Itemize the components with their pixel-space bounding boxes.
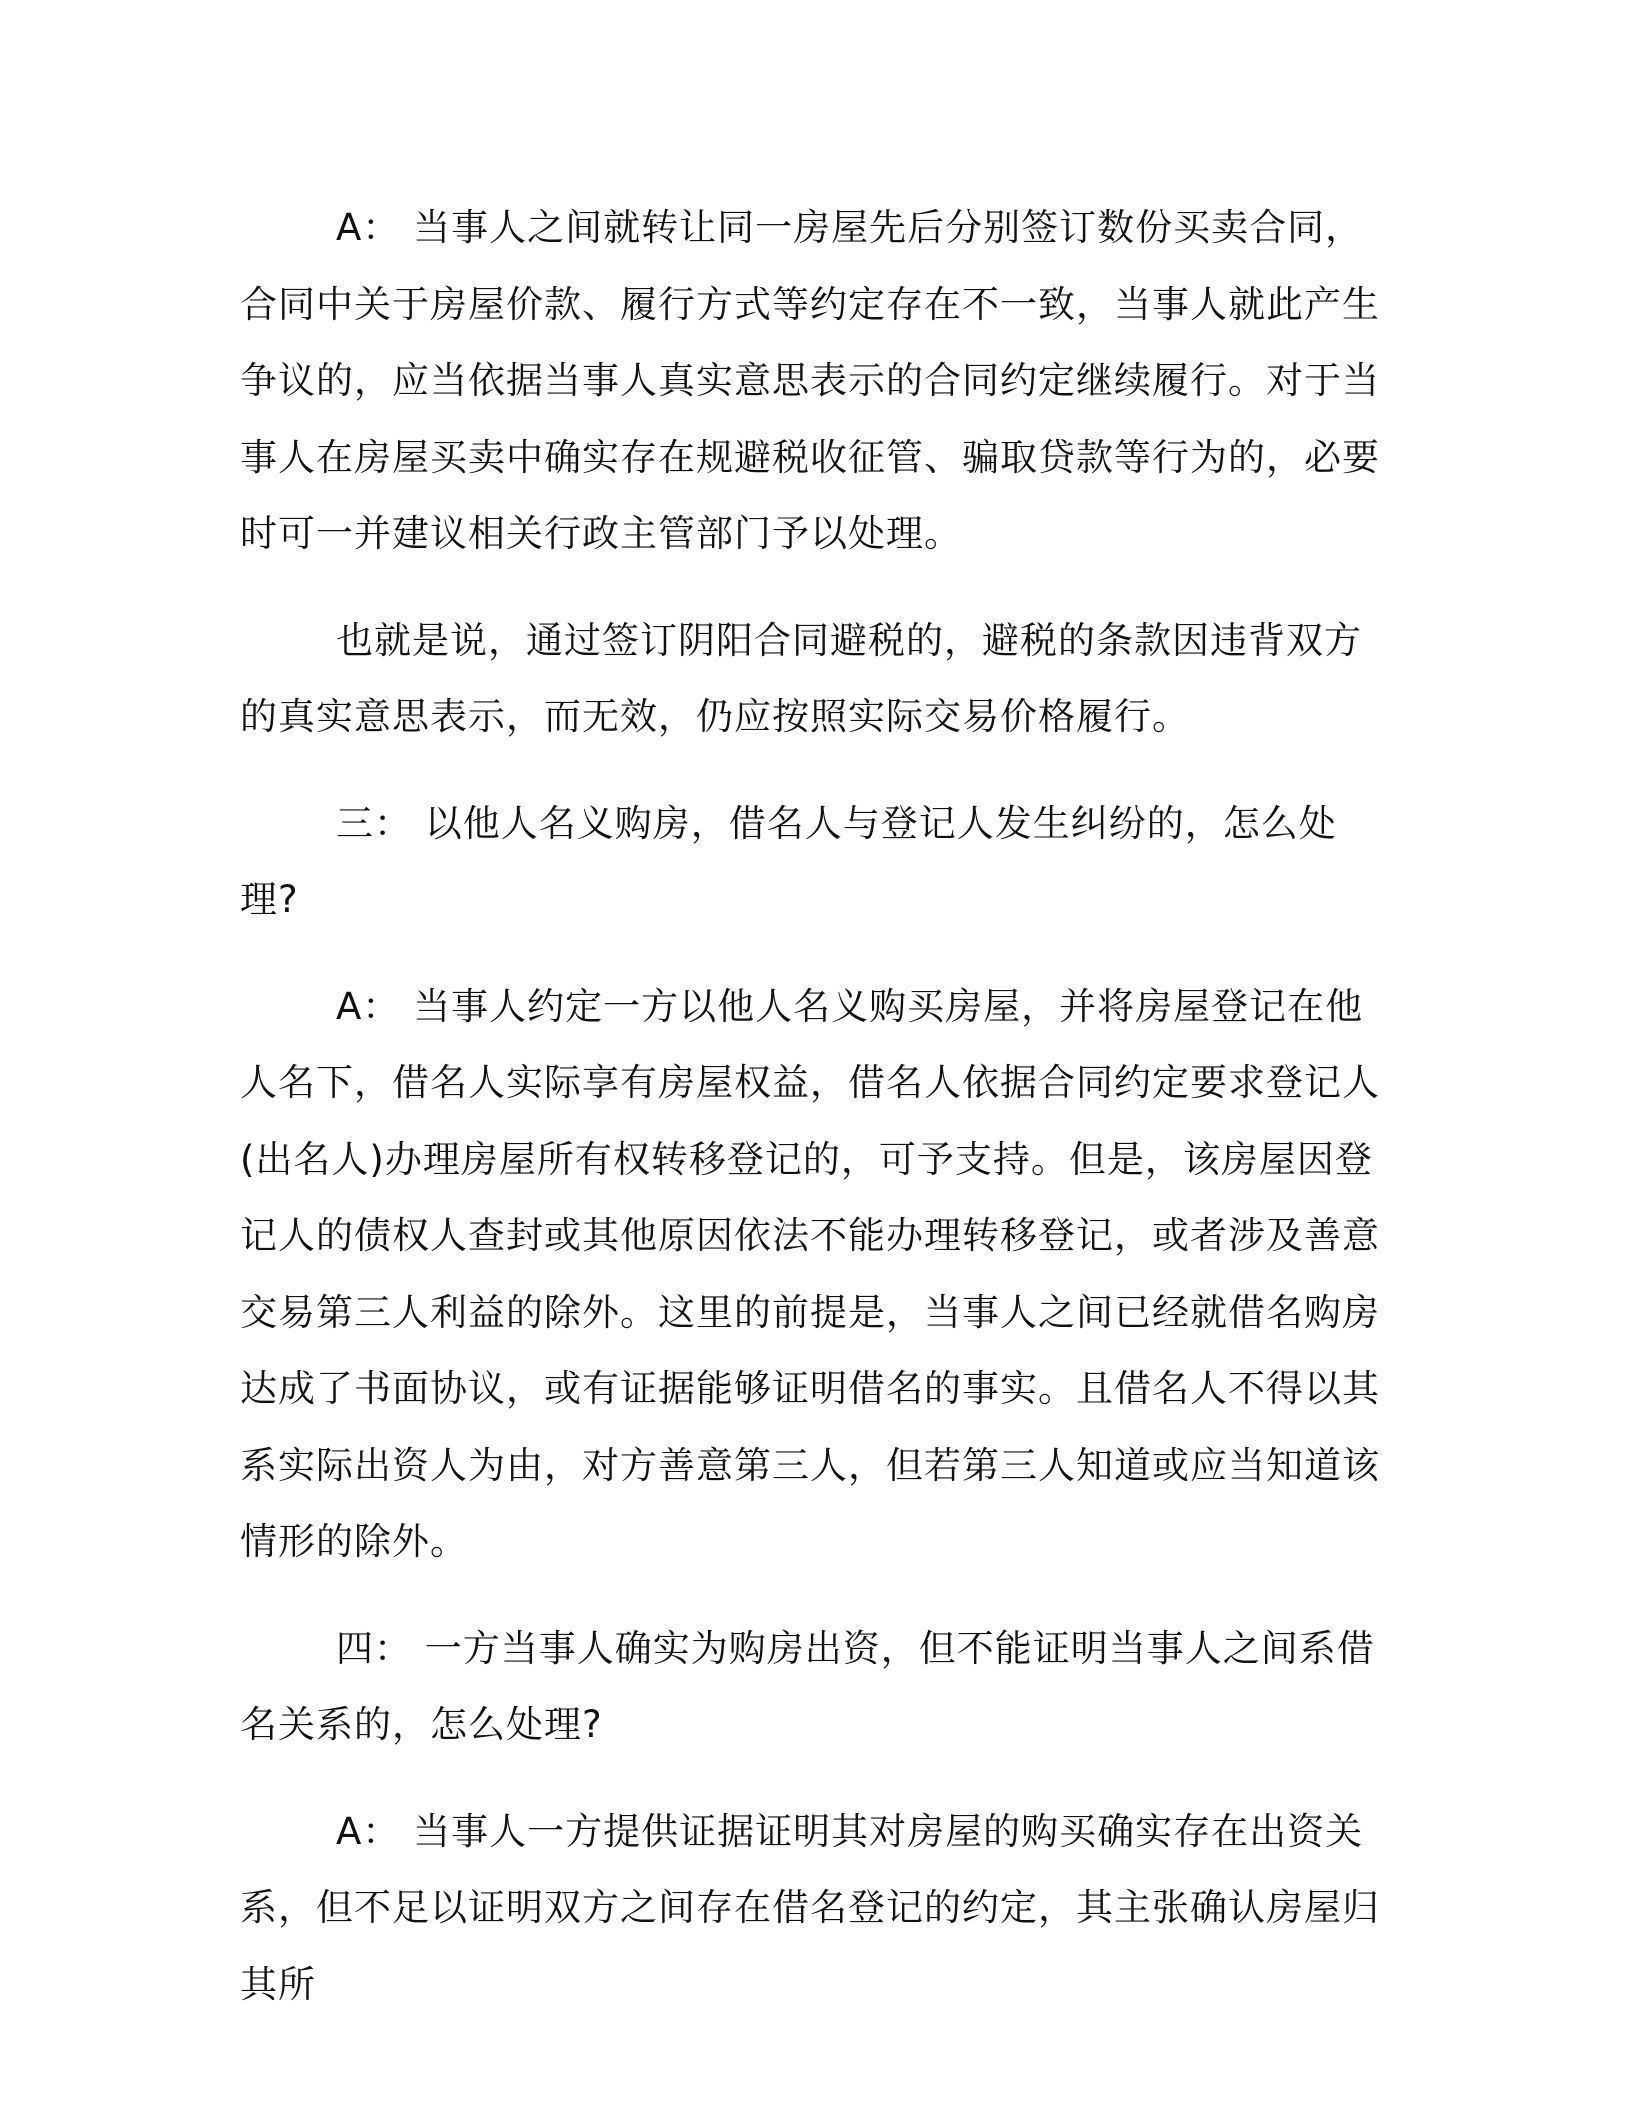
document-page <box>240 190 1390 2053</box>
answer-paragraph-borrowed-name: A： 当事人约定一方以他人名义购买房屋，并将房屋登记在他人名下，借名人实际享有房屋权益，借名人依据合同约定要求登记人(出名人)办理房屋所有权转移登记的，可予支持。但是，该房屋因登记人的债权人查封或其他原因依法不能办理转移登记，或者涉及善意交易第三人利益的除外。这里的前提是，当事人之间已经就借名购房达成了书面协议，或有证据能够证明借名的事实。且借名人不得以其系实际出资人为由，对方善意第三人，但若第三人知道或应当知道该情形的除外。 <box>240 984 1380 1563</box>
answer-paragraph-contracts: A： 当事人之间就转让同一房屋先后分别签订数份买卖合同，合同中关于房屋价款、履行方式等约定存在不一致，当事人就此产生争议的，应当依据当事人真实意思表示的合同约定继续履行。对于当事人在房屋买卖中确实存在规避税收征管、骗取贷款等行为的，必要时可一并建议相关行政主管部门予以处理。 <box>240 206 1380 555</box>
question-heading-four: 四： 一方当事人确实为购房出资，但不能证明当事人之间系借名关系的，怎么处理? <box>240 1626 1375 1746</box>
answer-paragraph-funding: A： 当事人一方提供证据证明其对房屋的购买确实存在出资关系，但不足以证明双方之间存在借名登记的约定，其主张确认房屋归其所 <box>240 1809 1380 2006</box>
question-heading-three: 三： 以他人名义购房，借名人与登记人发生纠纷的，怎么处理? <box>240 801 1337 921</box>
summary-paragraph-tax: 也就是说，通过签订阴阳合同避税的，避税的条款因违背双方的真实意思表示，而无效，仍应按照实际交易价格履行。 <box>240 618 1362 738</box>
